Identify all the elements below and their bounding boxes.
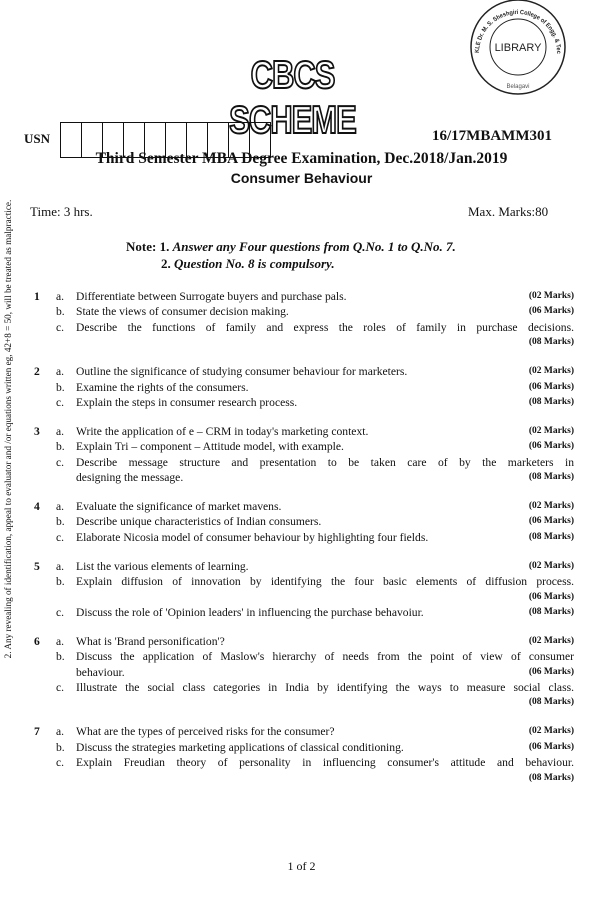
question-part xyxy=(30,499,574,514)
part-text: Discuss the application of Maslow's hierarchy of needs from the point of view of consumer xyxy=(76,650,574,664)
exam-title: Third Semester MBA Degree Examination, Dec.2018/Jan.2019 xyxy=(95,150,508,167)
note-label: Note: 1. xyxy=(126,239,170,254)
question-number-spacer xyxy=(30,530,56,545)
part-text: Explain diffusion of innovation by identifying the four basic elements of diffusion process. xyxy=(76,575,574,589)
part-text: Explain the steps in consumer research process. xyxy=(76,395,298,409)
part-letter: b. xyxy=(56,740,65,754)
subject-title: Consumer Behaviour xyxy=(230,170,373,186)
part-text: Discuss the role of 'Opinion leaders' in influencing the purchase behavoiur. xyxy=(76,605,424,619)
question-part xyxy=(30,289,574,304)
question-number-spacer xyxy=(30,574,56,589)
question-part xyxy=(30,605,574,620)
question-5 xyxy=(30,559,574,621)
question-number-spacer xyxy=(30,380,56,395)
note-num-2: 2. xyxy=(161,256,171,271)
part-letter: b. xyxy=(56,305,65,319)
part-letter: b. xyxy=(56,575,65,589)
indent xyxy=(56,665,76,680)
part-marks: (02 Marks) xyxy=(528,425,574,436)
max-marks: Max. Marks:80 xyxy=(468,204,549,219)
part-text: Illustrate the social class categories in India by identifying the ways to measure social class. xyxy=(76,681,574,695)
question-part xyxy=(30,680,574,695)
question-number-spacer xyxy=(30,605,56,620)
question-number-spacer xyxy=(30,439,56,454)
part-marks: (02 Marks) xyxy=(528,500,574,511)
part-text: Examine the rights of the consumers. xyxy=(76,380,249,394)
question-number-spacer xyxy=(30,514,56,529)
subject-code: 16/17MBAMM301 xyxy=(432,128,552,144)
part-text: What are the types of perceived risks for the consumer? xyxy=(76,725,335,739)
question-number-spacer xyxy=(30,755,56,770)
part-letter: c. xyxy=(56,756,65,770)
part-letter: a. xyxy=(56,559,65,573)
part-marks: (08 Marks) xyxy=(528,337,574,348)
part-letter: c. xyxy=(56,605,65,619)
part-text: Explain Freudian theory of personality in influencing consumer's attitude and behaviour. xyxy=(76,756,574,770)
question-part xyxy=(30,320,574,335)
part-text: Describe the functions of family and express the roles of family in purchase decisions. xyxy=(76,320,574,334)
part-text: List the various elements of learning. xyxy=(76,559,249,573)
question-3 xyxy=(30,424,574,486)
question-1 xyxy=(30,289,574,351)
question-part xyxy=(30,559,574,574)
question-list xyxy=(30,289,574,799)
part-marks: (02 Marks) xyxy=(528,635,574,646)
question-number-spacer xyxy=(30,649,56,664)
page-number: 1 of 2 xyxy=(287,859,316,873)
part-text-continued: designing the message. xyxy=(76,471,184,485)
cbcs-scheme-heading: CBCS SCHEME xyxy=(229,53,356,142)
part-letter: c. xyxy=(56,681,65,695)
question-number: 1 xyxy=(34,290,40,303)
part-marks: (06 Marks) xyxy=(528,441,574,452)
part-marks: (08 Marks) xyxy=(528,531,574,542)
part-marks: (06 Marks) xyxy=(528,591,574,602)
question-number-spacer xyxy=(30,680,56,695)
question-part-continuation xyxy=(30,470,574,485)
note-line-2: Question No. 8 is compulsory. xyxy=(174,256,335,271)
part-letter: b. xyxy=(56,380,65,394)
part-letter: c. xyxy=(56,455,65,469)
question-7 xyxy=(30,724,574,786)
indent xyxy=(30,665,56,680)
part-text: What is 'Brand personification'? xyxy=(76,634,225,648)
part-letter: a. xyxy=(56,634,65,648)
question-part xyxy=(30,755,574,770)
part-letter: a. xyxy=(56,290,65,303)
part-letter: c. xyxy=(56,320,65,334)
part-letter: a. xyxy=(56,499,65,513)
question-number: 7 xyxy=(34,725,40,739)
indent xyxy=(30,470,56,485)
part-marks: (08 Marks) xyxy=(528,606,574,617)
question-part xyxy=(30,364,574,379)
part-text: Evaluate the significance of market mavens. xyxy=(76,499,282,513)
part-text: Differentiate between Surrogate buyers and purchase pals. xyxy=(76,290,347,303)
part-text: Describe unique characteristics of Indian consumers. xyxy=(76,515,322,529)
part-text: Elaborate Nicosia model of consumer behaviour by highlighting four fields. xyxy=(76,530,429,544)
part-text: Explain Tri – component – Attitude model, with example. xyxy=(76,440,344,454)
question-number-spacer xyxy=(30,395,56,410)
question-part xyxy=(30,424,574,439)
question-part xyxy=(30,574,574,589)
question-4 xyxy=(30,499,574,545)
part-marks: (06 Marks) xyxy=(528,516,574,527)
part-letter: a. xyxy=(56,365,65,379)
part-marks: (08 Marks) xyxy=(528,396,574,407)
part-letter: a. xyxy=(56,725,65,739)
usn-label: USN xyxy=(24,131,51,146)
question-part xyxy=(30,530,574,545)
stamp-city-text: Belagavi xyxy=(506,84,530,90)
part-letter: c. xyxy=(56,530,65,544)
question-number: 2 xyxy=(34,365,40,379)
time-allowed: Time: 3 hrs. xyxy=(30,204,93,219)
part-letter: b. xyxy=(56,440,65,454)
question-part xyxy=(30,439,574,454)
part-text: Describe message structure and presentation to be taken care of by the marketers in xyxy=(76,455,574,469)
question-part xyxy=(30,634,574,649)
question-number-spacer xyxy=(30,455,56,470)
question-6 xyxy=(30,634,574,711)
question-number-spacer xyxy=(30,740,56,755)
question-number-spacer xyxy=(30,304,56,319)
part-text: Write the application of e – CRM in today's marketing context. xyxy=(76,424,369,438)
part-letter: b. xyxy=(56,650,65,664)
part-marks: (06 Marks) xyxy=(528,741,574,752)
part-text-continued: behaviour. xyxy=(76,665,125,679)
part-letter: b. xyxy=(56,515,65,529)
question-part xyxy=(30,724,574,739)
instructions-note xyxy=(126,238,456,272)
part-marks: (08 Marks) xyxy=(528,772,574,783)
part-marks: (06 Marks) xyxy=(528,666,574,677)
part-marks: (06 Marks) xyxy=(528,306,574,317)
question-part-continuation xyxy=(30,665,574,680)
part-marks: (02 Marks) xyxy=(528,291,574,301)
part-marks: (02 Marks) xyxy=(528,726,574,737)
question-part xyxy=(30,649,574,664)
question-2 xyxy=(30,364,574,410)
question-part xyxy=(30,455,574,470)
part-marks: (02 Marks) xyxy=(528,560,574,571)
part-text: State the views of consumer decision making. xyxy=(76,305,289,319)
part-letter: a. xyxy=(56,424,65,438)
note-line-1: Answer any Four questions from Q.No. 1 to Q.No. 7. xyxy=(172,239,456,254)
question-number: 4 xyxy=(34,499,40,513)
question-part xyxy=(30,304,574,319)
part-text: Discuss the strategies marketing applications of classical conditioning. xyxy=(76,740,404,754)
stamp-ring-path-text: KLE Dr. M. S. Sheshgiri College of Engg. & Tec xyxy=(473,9,563,55)
part-marks: (06 Marks) xyxy=(528,381,574,392)
question-part xyxy=(30,740,574,755)
question-number: 6 xyxy=(34,634,40,648)
question-number: 5 xyxy=(34,559,40,573)
question-part xyxy=(30,380,574,395)
part-marks: (02 Marks) xyxy=(528,366,574,377)
question-number: 3 xyxy=(34,424,40,438)
malpractice-side-note: 2. Any revealing of identification, appeal to evaluator and /or equations written eg, 42+8 = 50, will be treated as malpractice. xyxy=(3,199,13,659)
question-part xyxy=(30,514,574,529)
part-marks: (08 Marks) xyxy=(528,697,574,708)
part-letter: c. xyxy=(56,395,65,409)
part-marks: (08 Marks) xyxy=(528,472,574,483)
stamp-library-text: LIBRARY xyxy=(494,42,542,54)
library-stamp xyxy=(466,0,570,99)
indent xyxy=(56,470,76,485)
question-part xyxy=(30,395,574,410)
part-text: Outline the significance of studying consumer behaviour for marketers. xyxy=(76,365,408,379)
question-number-spacer xyxy=(30,320,56,335)
